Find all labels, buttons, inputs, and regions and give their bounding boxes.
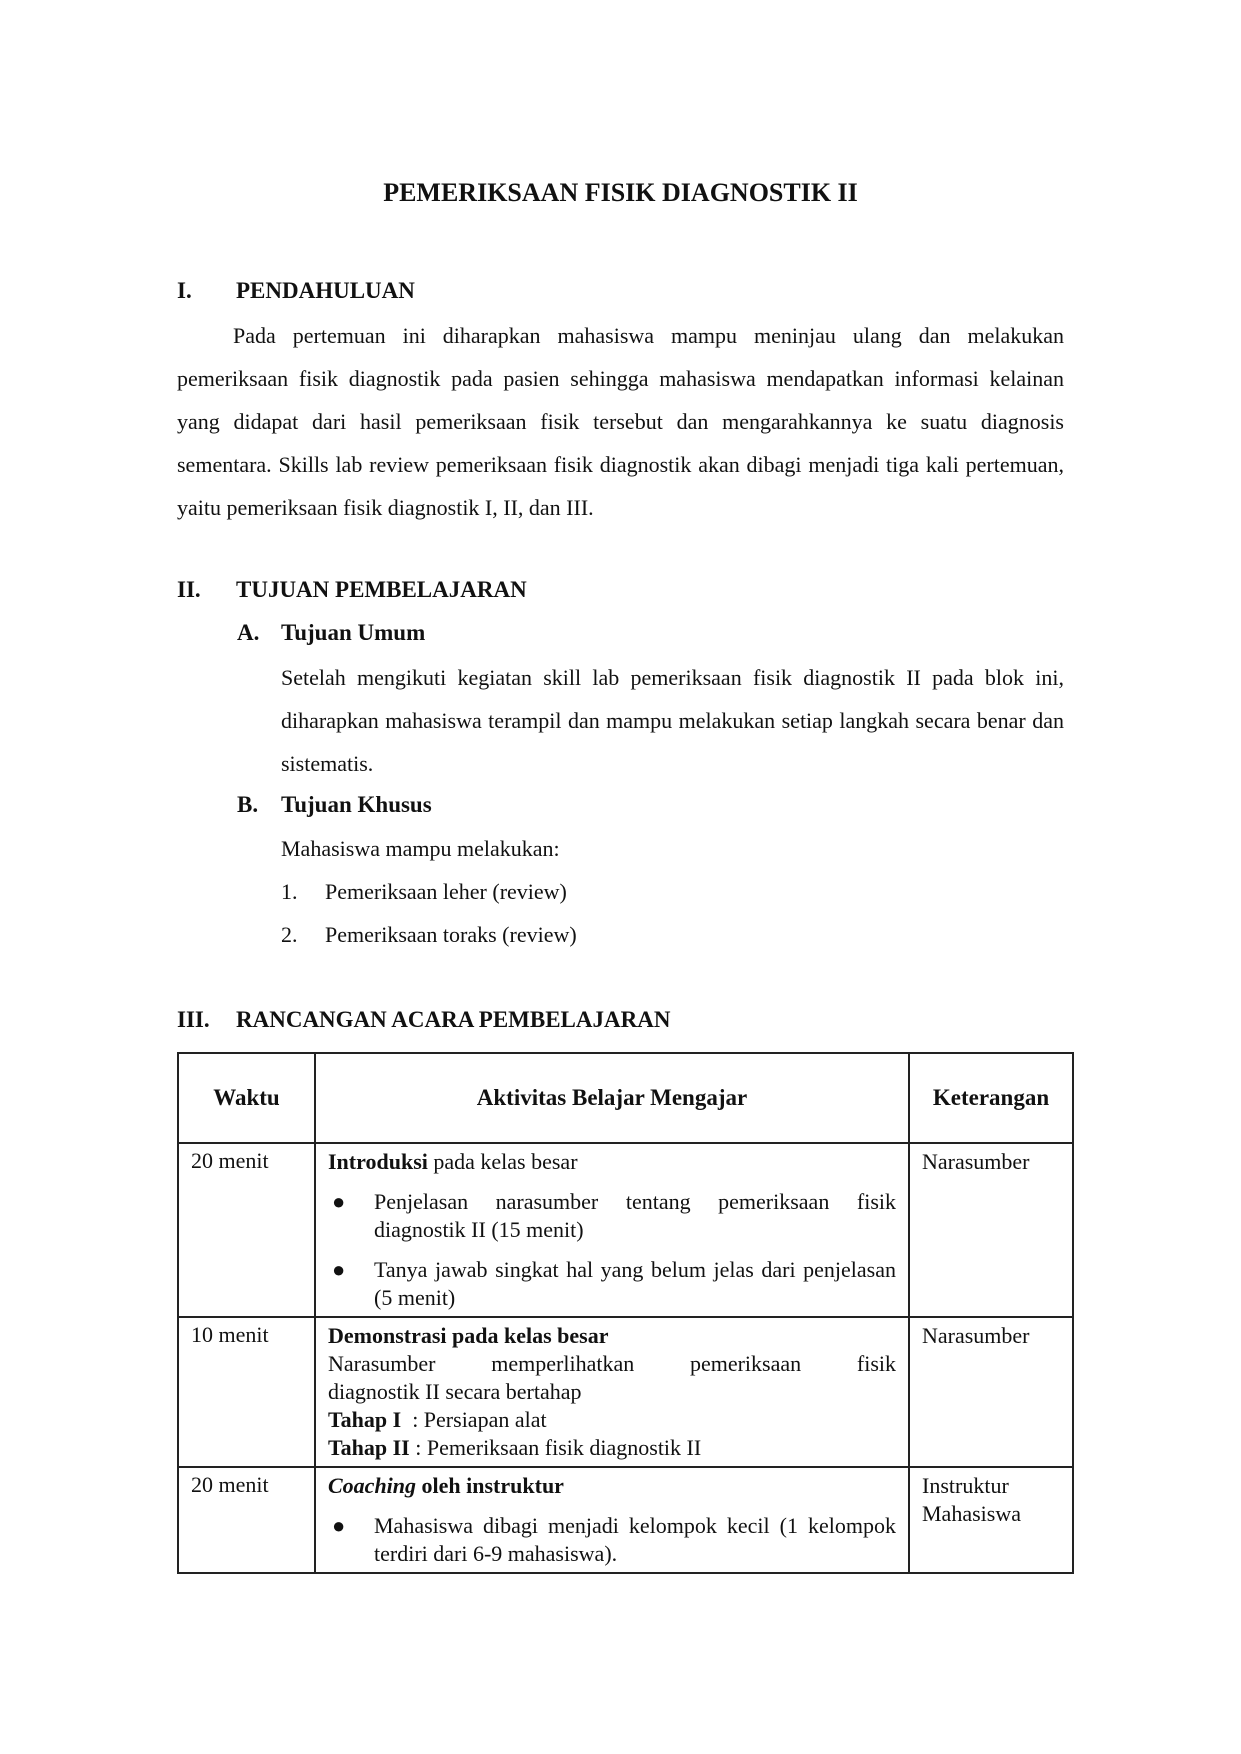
activity-lead xyxy=(328,1322,896,1350)
table-row xyxy=(178,1317,1073,1467)
subsection-number: A. xyxy=(237,620,260,645)
activity-lead-bold: Introduksi xyxy=(328,1149,428,1174)
paragraph: Setelah mengikuti kegiatan skill lab pemeriksaan fisik diagnostik II pada blok ini, diharapkan mahasiswa terampil dan mampu melakukan setiap langkah secara benar dan sistematis. xyxy=(281,665,1064,776)
bullet-item xyxy=(328,1512,896,1568)
tahap-text: : Pemeriksaan fisik diagnostik II xyxy=(409,1435,702,1460)
tahap-line xyxy=(328,1434,896,1462)
section-1-body xyxy=(177,314,1064,529)
bullet-item xyxy=(328,1188,896,1244)
section-number: II. xyxy=(177,577,201,602)
subsection-title: Tujuan Khusus xyxy=(281,792,432,817)
keterangan-line: Instruktur xyxy=(922,1473,1009,1498)
bullet-icon: ● xyxy=(332,1189,346,1214)
section-title: TUJUAN PEMBELAJARAN xyxy=(236,577,527,602)
document-title: PEMERIKSAAN FISIK DIAGNOSTIK II xyxy=(383,178,858,207)
subsection-b-intro: Mahasiswa mampu melakukan: xyxy=(281,836,560,861)
tahap-text: : Persiapan alat xyxy=(401,1407,547,1432)
activity-lead-rest: pada kelas besar xyxy=(427,1149,578,1174)
section-number: I. xyxy=(177,278,192,303)
cell-keterangan: Narasumber xyxy=(909,1143,1073,1317)
column-header-keterangan: Keterangan xyxy=(909,1053,1073,1143)
list-text: Pemeriksaan toraks (review) xyxy=(325,922,577,947)
bullet-text: Penjelasan narasumber tentang pemeriksaan fisik diagnostik II (15 menit) xyxy=(374,1189,896,1242)
tahap-label: Tahap II xyxy=(328,1435,410,1460)
cell-waktu: 20 menit xyxy=(178,1467,315,1573)
column-header-aktivitas: Aktivitas Belajar Mengajar xyxy=(315,1053,909,1143)
subsection-a-heading xyxy=(237,620,425,646)
tahap-line xyxy=(328,1406,896,1434)
activity-desc-line: Narasumber memperlihatkan pemeriksaan fisik xyxy=(328,1351,896,1376)
subsection-a-body xyxy=(281,656,1064,785)
schedule-table xyxy=(177,1052,1074,1574)
cell-keterangan: Narasumber xyxy=(909,1317,1073,1467)
list-number: 2. xyxy=(281,922,298,947)
paragraph: Pada pertemuan ini diharapkan mahasiswa mampu meninjau ulang dan melakukan pemeriksaan fisik diagnostik pada pasien sehingga mahasiswa mendapatkan informasi kelainan yang didapat dari hasil pemeriksaan fisik tersebut dan mengarahkannya ke suatu diagnosis sementara. Skills lab review pemeriksaan fisik diagnostik akan dibagi menjadi tiga kali pertemuan, yaitu pemeriksaan fisik diagnostik I, II, dan III. xyxy=(177,323,1064,520)
activity-lead-rest: oleh instruktur xyxy=(416,1473,564,1498)
activity-lead-bold: Demonstrasi pada kelas besar xyxy=(328,1323,609,1348)
section-1-heading xyxy=(177,278,415,304)
table-row xyxy=(178,1467,1073,1573)
list-item xyxy=(281,922,577,948)
bullet-icon: ● xyxy=(332,1513,346,1538)
subsection-number: B. xyxy=(237,792,259,817)
cell-aktivitas xyxy=(315,1317,909,1467)
cell-aktivitas xyxy=(315,1467,909,1573)
column-header-waktu: Waktu xyxy=(178,1053,315,1143)
section-number: III. xyxy=(177,1007,210,1032)
keterangan-line: Mahasiswa xyxy=(922,1501,1021,1526)
cell-waktu: 10 menit xyxy=(178,1317,315,1467)
subsection-title: Tujuan Umum xyxy=(281,620,426,645)
bullet-text: Tanya jawab singkat hal yang belum jelas dari penjelasan (5 menit) xyxy=(374,1257,896,1310)
table-header-row xyxy=(178,1053,1073,1143)
section-title: RANCANGAN ACARA PEMBELAJARAN xyxy=(236,1007,671,1032)
table-row xyxy=(178,1143,1073,1317)
section-2-heading xyxy=(177,577,527,603)
bullet-text: Mahasiswa dibagi menjadi kelompok kecil (1 kelompok terdiri dari 6-9 mahasiswa). xyxy=(374,1513,896,1566)
activity-lead-italic: Coaching xyxy=(328,1473,417,1498)
bullet-icon: ● xyxy=(332,1257,346,1282)
activity-lead xyxy=(328,1472,896,1500)
activity-lead xyxy=(328,1148,896,1176)
tahap-label: Tahap I xyxy=(328,1407,402,1432)
section-3-heading xyxy=(177,1007,670,1033)
cell-aktivitas xyxy=(315,1143,909,1317)
bullet-item xyxy=(328,1256,896,1312)
list-item xyxy=(281,879,567,905)
list-text: Pemeriksaan leher (review) xyxy=(325,879,567,904)
cell-keterangan xyxy=(909,1467,1073,1573)
section-title: PENDAHULUAN xyxy=(236,278,415,303)
activity-desc-line: diagnostik II secara bertahap xyxy=(328,1379,582,1404)
list-number: 1. xyxy=(281,879,298,904)
subsection-b-heading xyxy=(237,792,432,818)
cell-waktu: 20 menit xyxy=(178,1143,315,1317)
